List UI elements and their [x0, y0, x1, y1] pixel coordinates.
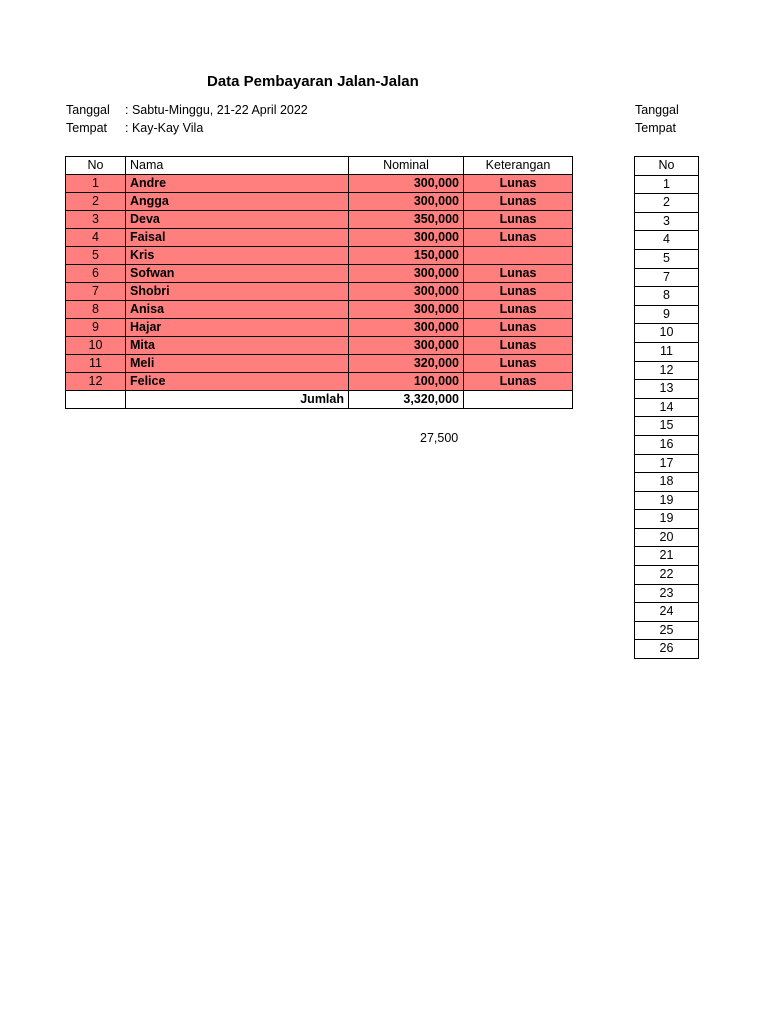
row-no: 9 — [66, 319, 126, 337]
side-number: 24 — [635, 603, 699, 622]
page-title: Data Pembayaran Jalan-Jalan — [207, 73, 419, 90]
side-row — [635, 380, 699, 399]
row-no: 8 — [66, 301, 126, 319]
col-header-no: No — [66, 157, 126, 175]
extra-value: 27,500 — [420, 431, 459, 445]
side-row — [635, 547, 699, 566]
side-row — [635, 473, 699, 492]
table-row — [66, 247, 573, 265]
side-row — [635, 287, 699, 306]
row-name: Shobri — [126, 283, 349, 301]
total-ket-cell — [464, 391, 573, 409]
col-header-keterangan: Keterangan — [464, 157, 573, 175]
row-keterangan — [464, 247, 573, 265]
side-row — [635, 417, 699, 436]
side-row — [635, 212, 699, 231]
row-name: Hajar — [126, 319, 349, 337]
row-name: Sofwan — [126, 265, 349, 283]
total-no-cell — [66, 391, 126, 409]
row-keterangan: Lunas — [464, 193, 573, 211]
side-row — [635, 231, 699, 250]
row-name: Meli — [126, 355, 349, 373]
side-number: 8 — [635, 287, 699, 306]
payment-table — [65, 156, 573, 409]
side-number: 25 — [635, 621, 699, 640]
row-nominal: 350,000 — [349, 211, 464, 229]
side-row — [635, 603, 699, 622]
table-row — [66, 175, 573, 193]
side-row — [635, 528, 699, 547]
side-row — [635, 361, 699, 380]
side-header-no: No — [635, 157, 699, 176]
side-row — [635, 566, 699, 585]
row-name: Felice — [126, 373, 349, 391]
number-list-table — [634, 156, 699, 659]
row-name: Deva — [126, 211, 349, 229]
row-no: 1 — [66, 175, 126, 193]
side-row — [635, 324, 699, 343]
row-nominal: 320,000 — [349, 355, 464, 373]
side-row — [635, 454, 699, 473]
side-number: 23 — [635, 584, 699, 603]
total-row — [66, 391, 573, 409]
row-nominal: 300,000 — [349, 229, 464, 247]
side-number: 4 — [635, 231, 699, 250]
side-place-label: Tempat — [635, 121, 676, 135]
table-row — [66, 301, 573, 319]
place-value: : Kay-Kay Vila — [125, 121, 204, 135]
row-nominal: 300,000 — [349, 337, 464, 355]
col-header-nominal: Nominal — [349, 157, 464, 175]
row-nominal: 300,000 — [349, 319, 464, 337]
side-number: 11 — [635, 342, 699, 361]
table-row — [66, 355, 573, 373]
row-nominal: 300,000 — [349, 193, 464, 211]
side-row — [635, 435, 699, 454]
row-no: 5 — [66, 247, 126, 265]
side-row — [635, 621, 699, 640]
side-number: 19 — [635, 510, 699, 529]
side-number: 18 — [635, 473, 699, 492]
total-value: 3,320,000 — [349, 391, 464, 409]
side-number: 13 — [635, 380, 699, 399]
row-no: 10 — [66, 337, 126, 355]
total-label: Jumlah — [126, 391, 349, 409]
side-number: 16 — [635, 435, 699, 454]
row-nominal: 300,000 — [349, 265, 464, 283]
table-row — [66, 337, 573, 355]
date-value: : Sabtu-Minggu, 21-22 April 2022 — [125, 103, 308, 117]
row-keterangan: Lunas — [464, 211, 573, 229]
row-no: 3 — [66, 211, 126, 229]
side-row — [635, 398, 699, 417]
side-number: 2 — [635, 194, 699, 213]
side-number: 19 — [635, 491, 699, 510]
date-label: Tanggal — [66, 103, 110, 117]
table-row — [66, 193, 573, 211]
side-row — [635, 342, 699, 361]
side-row — [635, 305, 699, 324]
table-row — [66, 283, 573, 301]
row-name: Angga — [126, 193, 349, 211]
side-row — [635, 510, 699, 529]
row-nominal: 300,000 — [349, 283, 464, 301]
row-nominal: 300,000 — [349, 175, 464, 193]
table-header-row — [66, 157, 573, 175]
row-keterangan: Lunas — [464, 175, 573, 193]
row-keterangan: Lunas — [464, 301, 573, 319]
row-keterangan: Lunas — [464, 337, 573, 355]
col-header-nama: Nama — [126, 157, 349, 175]
side-number: 20 — [635, 528, 699, 547]
side-date-label: Tanggal — [635, 103, 679, 117]
row-name: Kris — [126, 247, 349, 265]
place-label: Tempat — [66, 121, 107, 135]
row-name: Andre — [126, 175, 349, 193]
table-row — [66, 319, 573, 337]
row-keterangan: Lunas — [464, 283, 573, 301]
row-nominal: 300,000 — [349, 301, 464, 319]
side-number: 17 — [635, 454, 699, 473]
side-row — [635, 640, 699, 659]
row-no: 2 — [66, 193, 126, 211]
row-keterangan: Lunas — [464, 373, 573, 391]
side-number: 21 — [635, 547, 699, 566]
table-row — [66, 265, 573, 283]
side-row — [635, 194, 699, 213]
row-keterangan: Lunas — [464, 265, 573, 283]
side-number: 14 — [635, 398, 699, 417]
side-header-row — [635, 157, 699, 176]
side-number: 9 — [635, 305, 699, 324]
row-name: Faisal — [126, 229, 349, 247]
side-number: 7 — [635, 268, 699, 287]
side-row — [635, 268, 699, 287]
row-name: Anisa — [126, 301, 349, 319]
row-keterangan: Lunas — [464, 319, 573, 337]
row-no: 7 — [66, 283, 126, 301]
side-number: 15 — [635, 417, 699, 436]
side-row — [635, 249, 699, 268]
side-row — [635, 175, 699, 194]
table-row — [66, 373, 573, 391]
side-number: 10 — [635, 324, 699, 343]
side-number: 12 — [635, 361, 699, 380]
side-number: 1 — [635, 175, 699, 194]
row-nominal: 150,000 — [349, 247, 464, 265]
row-no: 4 — [66, 229, 126, 247]
row-keterangan: Lunas — [464, 355, 573, 373]
row-nominal: 100,000 — [349, 373, 464, 391]
row-no: 11 — [66, 355, 126, 373]
row-no: 6 — [66, 265, 126, 283]
row-keterangan: Lunas — [464, 229, 573, 247]
side-number: 22 — [635, 566, 699, 585]
side-number: 5 — [635, 249, 699, 268]
side-row — [635, 491, 699, 510]
table-row — [66, 211, 573, 229]
side-row — [635, 584, 699, 603]
table-row — [66, 229, 573, 247]
side-number: 26 — [635, 640, 699, 659]
row-no: 12 — [66, 373, 126, 391]
side-number: 3 — [635, 212, 699, 231]
row-name: Mita — [126, 337, 349, 355]
